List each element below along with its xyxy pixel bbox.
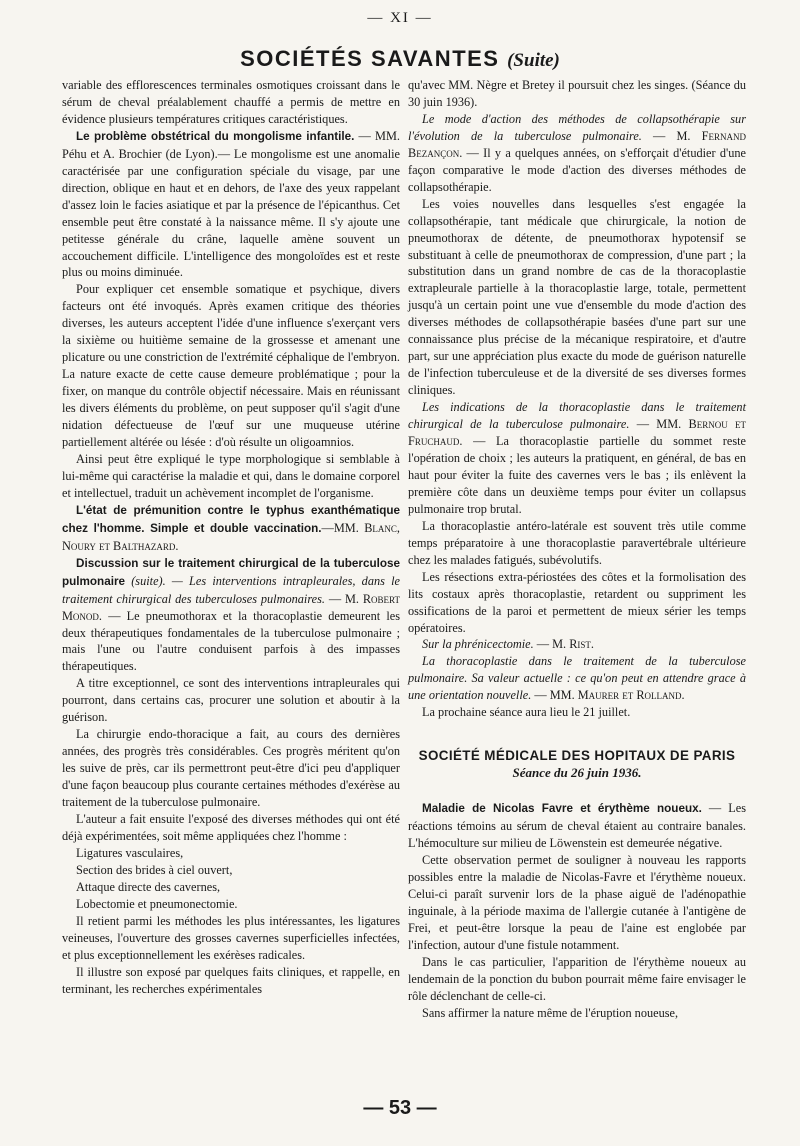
right-column (408, 77, 746, 1022)
paragraph: Il illustre son exposé par quelques faits cliniques, et rappelle, en terminant, les recherches expérimentales (62, 964, 400, 996)
paragraph: variable des efflorescences terminales osmotiques croissant dans le sérum de cheval préalablement chauffé a permis de mettre en évidence plusieurs températures critiques caractéristiques. (62, 78, 400, 126)
society-heading: SOCIÉTÉ MÉDICALE DES HOPITAUX DE PARIS (418, 748, 736, 764)
paragraph: La prochaine séance aura lieu le 21 juillet. (422, 705, 631, 720)
authors: — MM. Bernou et Fruchaud. (408, 417, 746, 449)
paragraph-text: — Le pneumothorax et la thoracoplastie demeurent les deux thérapeutiques fondamentales de la tuberculose pulmonaire ; mais l'une ou l'autre conduisent parfois à des impasses thérapeutiques. (62, 608, 400, 674)
running-head-suite: (Suite) (507, 50, 560, 71)
paragraph: Il retient parmi les méthodes les plus intéressantes, les ligatures veineuses, l'ouverture des grosses cavernes superficielles infectées, et plus exceptionnellement les exérèses radicales. (62, 913, 400, 962)
seance-date: Séance du 26 juin 1936. (512, 765, 642, 781)
list-item: Ligatures vasculaires, (76, 845, 184, 860)
paragraph (62, 128, 400, 282)
paragraph-text: — La thoracoplastie partielle du sommet reste l'opération de choix ; les auteurs la pratiquent, en général, de bas en haut pour éviter la fuite des cavernes vers le bas ; ils enlèvent la première côte dans un deuxième temps pour éviter un collapsus pulmonaire trop brutal. (408, 434, 746, 516)
authors: — MM. Maurer et Rolland. (531, 688, 685, 703)
paragraph (408, 636, 746, 653)
paragraph: Pour expliquer cet ensemble somatique et psychique, divers facteurs ont été invoqués. Après examen critique des théories diverses, les auteurs acceptent l'idée d'une influence s'exerçant vers la sixième ou huitième semaine de la grossesse et amenant une plicature ou une constriction de l'extrémité céphalique de l'embryon. La nature exacte de cette cause demeure problématique ; pour la fixer, on manque du contrôle objectif nécessaire. Mais en réunissant les divers éléments du problème, on peut supposer qu'il s'agit d'une nidation défectueuse de l'œuf sur une muqueuse utérine partiellement altérée ou lésée : d'où résulte un oligoamnios. (62, 282, 400, 450)
paragraph-text: — Il y a quelques années, on s'efforçait d'étudier d'une façon comparative le mode d'action des diverses méthodes de collapsothérapie. (408, 145, 746, 194)
paragraph: Ainsi peut être expliqué le type morphologique si semblable à lui-même qui caractérise la maladie et qui, dans le domaine corporel et intellectuel, traduit un achèvement incomplet de l'organisme. (62, 451, 400, 500)
paragraph: Dans le cas particulier, l'apparition de l'érythème noueux au lendemain de la ponction du bubon pourrait même faire envisager le rôle déclenchant de celle-ci. (408, 954, 746, 1003)
article-title: Les indications de la thoracoplastie dans le traitement chirurgical de la tuberculose pulmonaire. (408, 400, 746, 432)
paragraph-text: — Les réactions témoins au sérum de cheval étaient au contraire banales. L'hémoculture sur milieu de Löwenstein est demeurée négative. (408, 801, 746, 851)
authors: — M. Fernand Bezançon. (408, 128, 746, 160)
paragraph (62, 555, 400, 676)
article-title: Sur la phrénicectomie. (422, 637, 534, 652)
authors: — MM. Péhu et A. Brochier (de Lyon). (62, 128, 400, 161)
paragraph-text: — Le mongolisme est une anomalie caractérisée par une configuration spéciale du visage, par une direction, oblique en haut et en dehors, de l'axe des yeux rappelant d'assez loin le facies asiatique et par la présence de l'épicanthus. Cet ensemble peut être constaté à la naissance même. Il s'y ajoute une petitesse générale du crâne, laquelle amène souvent un accouchement difficile. L'intelligence des mongoloïdes est et reste plus ou moins diminuée. (62, 146, 400, 280)
paragraph: Sans affirmer la nature même de l'éruption noueuse, (422, 1005, 679, 1020)
page-roman-number: — XI — (367, 10, 433, 26)
article-title: — Les interventions intrapleurales, dans le traitement chirurgical des tuberculoses pulmonaires. (62, 573, 400, 606)
article-heading: L'état de prémunition contre le typhus exanthématique chez l'homme. Simple et double vaccination. (62, 503, 400, 535)
article-title: Le mode d'action des méthodes de collapsothérapie sur l'évolution de la tuberculose pulmonaire. (408, 111, 746, 143)
paragraph: Les résections extra-périostées des côtes et la formolisation des lits costaux après thoracoplastie, retardent ou suppriment les ossifications de la paroi et permettent de mieux sérier les temps opératoires. (408, 569, 746, 635)
paragraph: L'auteur a fait ensuite l'exposé des diverses méthodes qui ont été déjà expérimentées, soit même appliquées chez l'homme : (62, 811, 400, 843)
list-item: Section des brides à ciel ouvert, (76, 862, 233, 877)
paragraph (408, 653, 746, 704)
paragraph: qu'avec MM. Nègre et Bretey il poursuit chez les singes. (Séance du 30 juin 1936). (408, 78, 746, 109)
running-head (0, 46, 800, 72)
article-title: La thoracoplastie dans le traitement de la tuberculose pulmonaire. Sa valeur actuelle : ce qu'on peut en attendre grace à une orientation nouvelle. (408, 654, 746, 703)
paragraph: A titre exceptionnel, ce sont des interventions intrapleurales qui pourront, dans certains cas, procurer une solution et aboutir à la guérison. (62, 676, 400, 725)
authors: —MM. Blanc, Noury et Balthazard. (62, 520, 401, 553)
article-heading: Le problème obstétrical du mongolisme infantile. (76, 129, 355, 143)
paragraph (408, 800, 746, 852)
left-column (62, 77, 400, 997)
paragraph: La chirurgie endo-thoracique a fait, au cours des dernières années, des progrès très considérables. Ces progrès méritent qu'on les suive de près, car ils permettront peut-être d'ici peu d'appliquer d'une façon beaucoup plus courante certaines méthodes d'exérèse au traitement de la tuberculose pulmonaire. (62, 727, 400, 810)
article-heading: Maladie de Nicolas Favre et érythème noueux. (422, 802, 702, 816)
page-number: — 53 — (363, 1097, 437, 1119)
running-head-title: SOCIÉTÉS SAVANTES (240, 46, 500, 71)
list-item: Lobectomie et pneumonectomie. (76, 896, 238, 911)
paragraph: Les voies nouvelles dans lesquelles s'est engagée la collapsothérapie, tant médicale que chirurgicale, la notion de pneumothorax de détente, de pneumothorax hypotensif se substituant à celle de pneumothorax de compression, d'une part ; la substitution dans un grand nombre de cas de la thoracoplastie extrapleurale partielle à la thoracoplastie large, totale, permettent jusqu'à un certain point une vue d'ensemble du mode d'action des diverses méthodes de collapsothérapie basées d'une part sur une connaissance plus précise de la mécanique respiratoire, et d'autre part, sur une appréciation plus exacte du mode de guérison naturelle de l'infection tuberculeuse et de la diversité de ses diverses formes cliniques. (408, 196, 746, 398)
paragraph (408, 399, 746, 518)
suite-label: (suite). (125, 573, 166, 588)
authors: — M. Robert Monod. (62, 591, 400, 623)
paragraph: Cette observation permet de souligner à nouveau les rapports possibles entre la maladie de Nicolas-Favre et l'érythème noueux. Celui-ci paraît survenir lors de la phase aiguë de l'adénopathie inguinale, à la période maxima de l'allergie cutanée à l'antigène de Frei, et peut-être lorsque la peau de l'aine est englobée par l'infection, autour d'une fistule notamment. (408, 853, 746, 952)
article-heading: Discussion sur le traitement chirurgical de la tuberculose pulmonaire (62, 556, 400, 588)
paragraph (408, 111, 746, 196)
authors: — M. Rist. (533, 637, 594, 652)
paragraph: La thoracoplastie antéro-latérale est souvent très utile comme temps préparatoire à une thoracoplastie paravertébrale ultérieure chez les malades fatigués, subévolutifs. (408, 518, 746, 567)
paragraph (62, 502, 400, 555)
list-item: Attaque directe des cavernes, (76, 879, 221, 894)
